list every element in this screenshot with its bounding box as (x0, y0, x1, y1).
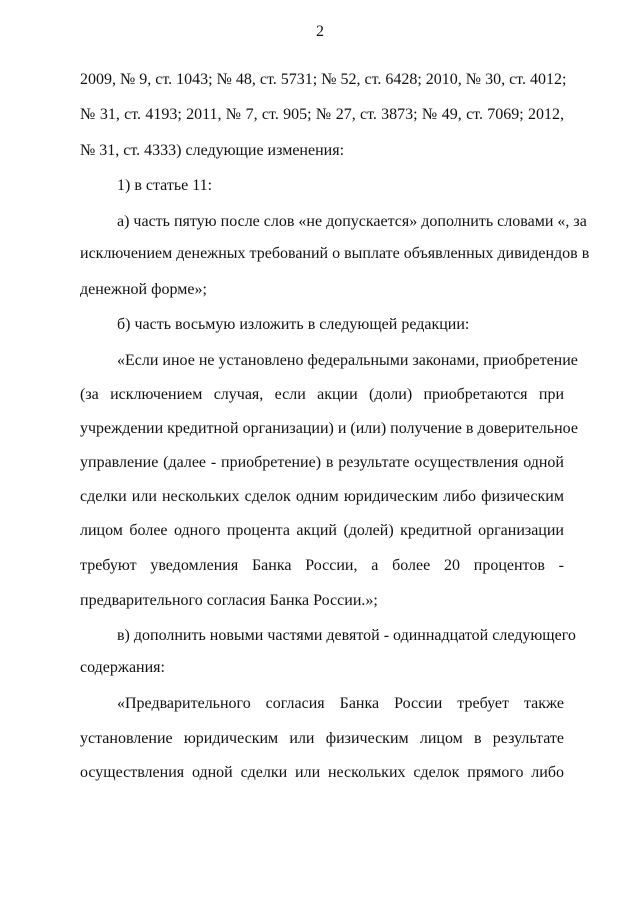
text-line: в) дополнить новыми частями девятой - одиннадцатой следующего (117, 627, 576, 644)
text-line: управление (далее - приобретение) в результате осуществления одной (80, 454, 564, 471)
text-line: а) часть пятую после слов «не допускается» дополнить словами «, за (117, 213, 587, 230)
text-line: требуют уведомления Банка России, а более 20 процентов - (80, 557, 564, 574)
text-line: содержания: (80, 659, 165, 676)
text-line: № 31, ст. 4193; 2011, № 7, ст. 905; № 27, ст. 3873; № 49, ст. 7069; 2012, (80, 106, 564, 123)
text-line: денежной форме»; (80, 281, 207, 298)
text-line: исключением денежных требований о выплате объявленных дивидендов в (80, 245, 590, 262)
text-line: лицом более одного процента акций (долей) кредитной организации (80, 522, 564, 539)
page-number: 2 (316, 23, 324, 40)
text-line: № 31, ст. 4333) следующие изменения: (80, 142, 345, 159)
text-line: учреждении кредитной организации) и (или) получение в доверительное (80, 420, 578, 437)
text-line: 2009, № 9, ст. 1043; № 48, ст. 5731; № 52, ст. 6428; 2010, № 30, ст. 4012; (80, 71, 567, 88)
text-line: предварительного согласия Банка России.»; (80, 592, 378, 609)
text-line: 1) в статье 11: (117, 177, 213, 194)
text-line: б) часть восьмую изложить в следующей редакции: (117, 316, 470, 333)
text-line: «Если иное не установлено федеральными законами, приобретение (117, 352, 578, 369)
text-line: (за исключением случая, если акции (доли) приобретаются при (80, 386, 564, 403)
text-line: установление юридическим или физическим лицом в результате (80, 730, 564, 747)
text-line: «Предварительного согласия Банка России требует также (117, 695, 564, 712)
text-line: осуществления одной сделки или нескольких сделок прямого либо (80, 764, 564, 781)
text-line: сделки или нескольких сделок одним юридическим либо физическим (80, 488, 564, 505)
